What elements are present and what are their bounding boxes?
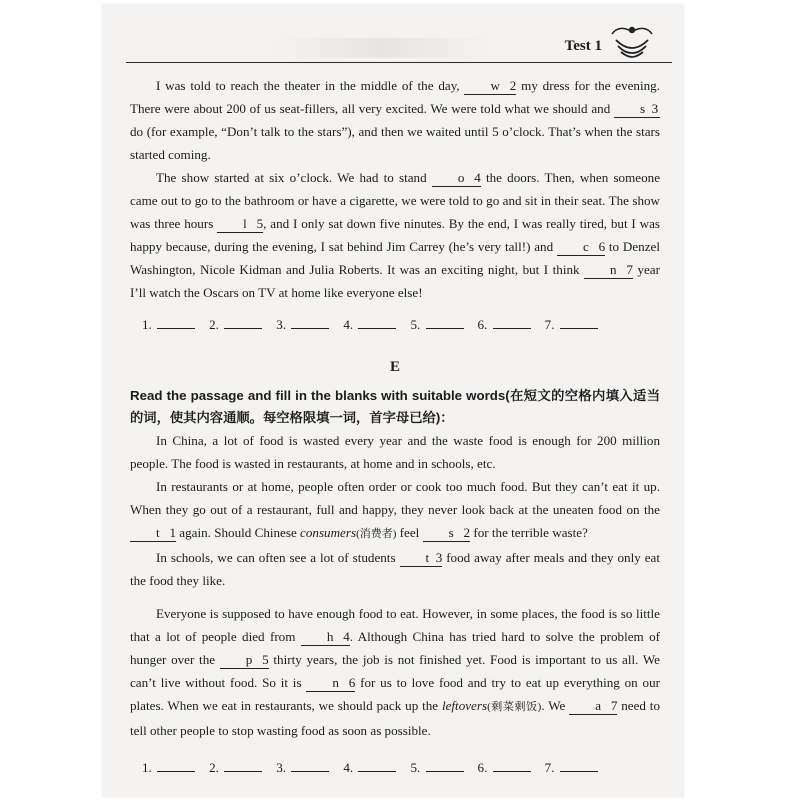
blank-3	[614, 101, 660, 118]
passage-e-paragraph-2	[130, 475, 660, 546]
chinese-note: (消费者)	[356, 528, 397, 540]
italic-word: consumers	[300, 525, 357, 540]
answer-line[interactable]	[426, 317, 464, 329]
answer-label: 2.	[209, 317, 219, 332]
blank-initial: n	[610, 262, 617, 277]
answer-label: 5.	[410, 317, 421, 332]
blank-initial: a	[595, 698, 601, 713]
answer-label: 2.	[209, 760, 219, 775]
text: for us to love food and try to eat up everything on our plates. When we eat in restaurants, we should pack up the	[130, 675, 660, 713]
blank-number: 4	[474, 170, 481, 185]
text: Everyone is supposed to have enough food to eat. However, in some places, the food is so little that a lot of people died from	[130, 606, 660, 644]
section-instruction: Read the passage and fill in the blanks with suitable words(在短文的空格内填入适当的词，使其内容通顺。每空格限填一词，首字母已给)：	[130, 388, 660, 425]
passage-e-paragraph-3	[130, 546, 660, 592]
book-logo-icon	[610, 22, 654, 60]
text: I was told to reach the theater in the middle of the day,	[156, 78, 460, 93]
blank-initial: s	[448, 525, 454, 540]
text: for the terrible waste?	[473, 525, 588, 540]
passage-e-paragraph-1: In China, a lot of food is wasted every year and the waste food is enough for 200 million people. The food is wasted in restaurants, at home and in schools, etc.	[130, 433, 660, 471]
blank-number: 6	[348, 675, 356, 690]
chinese-note: (剩菜剩饭)	[487, 701, 542, 713]
answer-label: 7.	[544, 760, 555, 775]
blank-5	[217, 216, 263, 233]
blank-4	[432, 170, 481, 187]
answer-label: 1.	[142, 760, 152, 775]
answer-label: 3.	[276, 317, 287, 332]
answer-line[interactable]	[493, 760, 531, 772]
blank-initial: h	[326, 629, 334, 644]
text: need to tell other people to stop wasting food as soon as possible.	[130, 698, 660, 738]
answer-line[interactable]	[224, 317, 262, 329]
answer-label: 4.	[343, 760, 354, 775]
blank-number: 3	[435, 550, 443, 565]
blank-number: 3	[651, 101, 659, 116]
blank-number: 4	[343, 629, 350, 644]
blank-6	[557, 239, 605, 256]
passage-e-paragraph-4	[130, 602, 660, 742]
answer-label: 5.	[410, 760, 421, 775]
text: food away after meals and they only eat the food they like.	[130, 550, 660, 588]
answer-label: 1.	[142, 317, 152, 332]
answer-row-e	[130, 756, 660, 779]
text: my dress for the evening. There were about 200 of us seat-fillers, all very excited. We were told what we should and	[130, 78, 660, 116]
blank-initial: t	[156, 525, 160, 540]
answer-label: 4.	[343, 317, 354, 332]
text: In restaurants or at home, people often order or cook too much food. But they can’t eat it up. When they go out of a restaurant, full and happy, they never look back at the uneaten food on the	[130, 479, 660, 517]
text: the doors. Then, when someone came out to go to the bathroom or have a cigarette, we were told to go and sit in their seat. The show was three hours	[130, 170, 661, 231]
text: . We	[541, 698, 566, 713]
answer-line[interactable]	[426, 760, 464, 772]
blank-number: 5	[262, 652, 269, 667]
blank-initial: s	[640, 101, 646, 116]
text: , and I only sat down five ninutes. By the end, I was really tired, but I was happy because, during the evening, I sat behind Jim Carrey (he’s very tall!) and	[130, 216, 660, 254]
page-content	[130, 74, 660, 779]
text: The show started at six o’clock. We had to stand	[156, 170, 427, 185]
answer-line[interactable]	[560, 317, 598, 329]
bleed-through-band	[272, 38, 492, 58]
answer-label: 3.	[276, 760, 287, 775]
blank-7	[584, 262, 633, 279]
text: feel	[399, 525, 420, 540]
blank-number: 7	[610, 698, 618, 713]
italic-word: leftovers	[441, 698, 488, 713]
passage-d-paragraph-1	[130, 74, 660, 166]
book-page	[102, 4, 684, 797]
answer-line[interactable]	[157, 317, 195, 329]
text: do (for example, “Don’t talk to the stars”), and then we waited until 5 o’clock. That’s when the stars started coming.	[130, 124, 660, 162]
answer-line[interactable]	[157, 760, 195, 772]
text: . Although China has tried hard to solve the problem of hunger over the	[130, 629, 660, 667]
blank-number: 6	[598, 239, 606, 254]
blank-initial: o	[457, 170, 465, 185]
text: In schools, we can often see a lot of students	[156, 550, 396, 565]
answer-line[interactable]	[358, 317, 396, 329]
answer-label: 7.	[544, 317, 555, 332]
blank-7	[569, 698, 617, 715]
blank-3	[400, 550, 443, 567]
blank-4	[301, 629, 350, 646]
answer-label: 6.	[477, 760, 488, 775]
blank-initial: l	[243, 216, 247, 231]
blank-number: 2	[509, 78, 517, 93]
blank-1	[130, 525, 176, 542]
answer-line[interactable]	[224, 760, 262, 772]
blank-initial: t	[425, 550, 430, 565]
blank-2	[464, 78, 516, 95]
answer-line[interactable]	[291, 317, 329, 329]
text: thirty years, the job is not finished yet. Food is important to us all. We can’t live without food. So it is	[130, 652, 660, 690]
blank-6	[306, 675, 355, 692]
answer-line[interactable]	[493, 317, 531, 329]
blank-number: 1	[169, 525, 177, 540]
answer-label: 6.	[477, 317, 488, 332]
section-letter: E	[389, 359, 400, 375]
answer-line[interactable]	[560, 760, 598, 772]
blank-initial: w	[490, 78, 500, 93]
blank-number: 5	[256, 216, 264, 231]
text: year I’ll watch the Oscars on TV at home like everyone else!	[130, 262, 660, 300]
answer-line[interactable]	[358, 760, 396, 772]
answer-line[interactable]	[291, 760, 329, 772]
page-header	[102, 4, 684, 64]
header-rule	[126, 62, 672, 63]
blank-2	[423, 525, 470, 542]
text: again. Should Chinese	[179, 525, 297, 540]
answer-row-d	[130, 313, 660, 336]
blank-initial: n	[332, 675, 339, 690]
blank-initial: c	[582, 239, 589, 254]
blank-number: 7	[626, 262, 633, 277]
blank-initial: p	[245, 652, 253, 667]
blank-number: 2	[463, 525, 471, 540]
passage-d-paragraph-2	[130, 166, 660, 304]
text: to Denzel Washington, Nicole Kidman and Julia Roberts. It was an exciting night, but I think	[130, 239, 660, 277]
test-label: Test 1	[564, 38, 602, 54]
blank-5	[220, 652, 269, 669]
